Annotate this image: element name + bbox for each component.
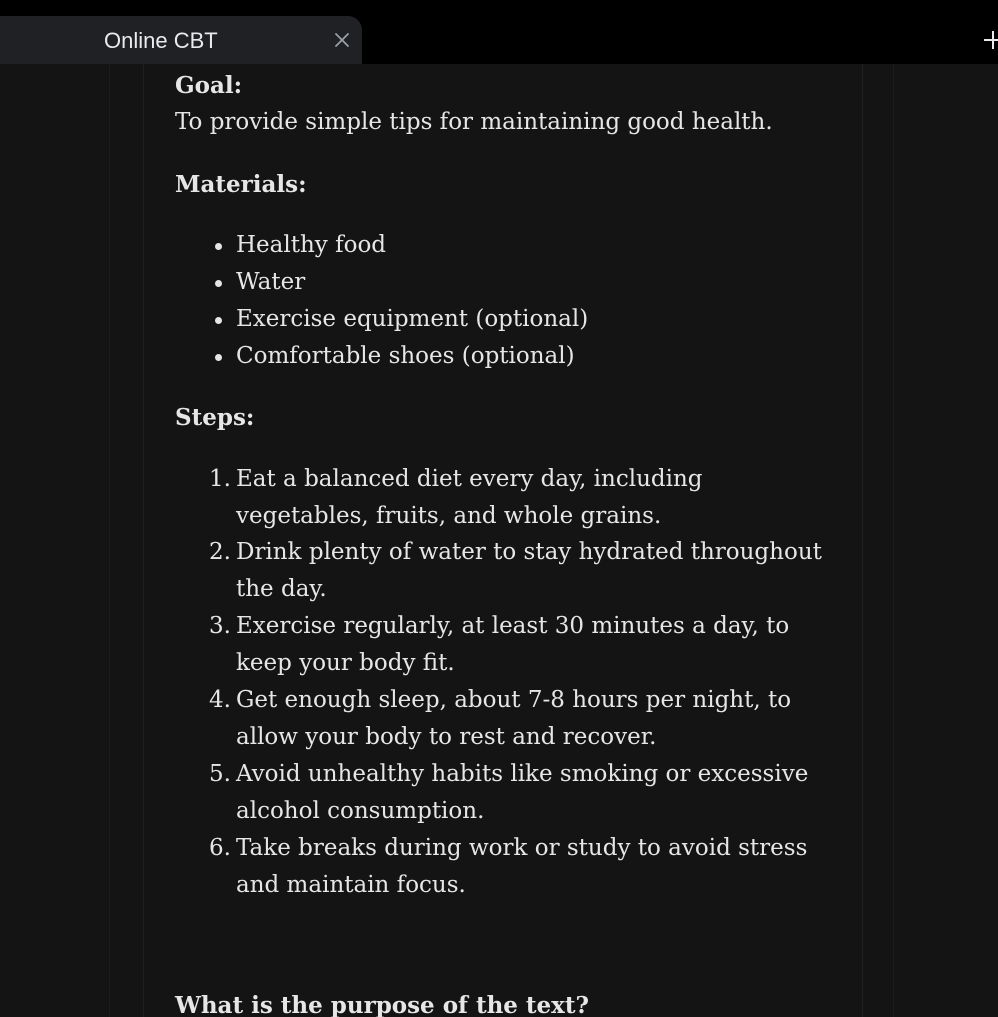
list-item (175, 682, 835, 756)
page-content-area (0, 64, 998, 1017)
left-outer-divider (109, 64, 110, 1017)
step-text: Avoid unhealthy habits like smoking or excessive alcohol consumption. (236, 761, 809, 824)
plus-icon[interactable] (984, 29, 998, 53)
step-text: Get enough sleep, about 7-8 hours per night, to allow your body to rest and recover. (236, 687, 792, 750)
list-item (175, 338, 835, 375)
step-text: Take breaks during work or study to avoid stress and maintain focus. (236, 835, 808, 898)
step-number: 4. (209, 687, 231, 713)
question-heading: What is the purpose of the text? (175, 992, 589, 1017)
bullet-icon (215, 280, 222, 287)
step-number: 5. (209, 761, 231, 787)
tab-online-cbt[interactable] (0, 16, 362, 64)
material-label: Healthy food (236, 232, 387, 258)
materials-heading: Materials: (175, 171, 307, 198)
step-text: Eat a balanced diet every day, including vegetables, fruits, and whole grains. (236, 466, 703, 529)
right-inner-divider (862, 64, 863, 1017)
list-item (175, 830, 835, 904)
bullet-icon (215, 354, 222, 361)
list-item (175, 264, 835, 301)
goal-text: To provide simple tips for maintaining good health. (175, 109, 773, 135)
step-number: 3. (209, 613, 231, 639)
steps-heading: Steps: (175, 404, 255, 431)
step-text: Drink plenty of water to stay hydrated throughout the day. (236, 539, 822, 602)
list-item (175, 461, 835, 535)
list-item (175, 301, 835, 338)
step-number: 6. (209, 835, 231, 861)
material-label: Water (236, 269, 306, 295)
step-text: Exercise regularly, at least 30 minutes a day, to keep your body fit. (236, 613, 790, 676)
list-item (175, 227, 835, 264)
close-icon[interactable] (330, 28, 354, 52)
material-label: Exercise equipment (optional) (236, 306, 589, 332)
tab-title: Online CBT (104, 28, 218, 53)
material-label: Comfortable shoes (optional) (236, 343, 575, 369)
list-item (175, 756, 835, 830)
goal-heading: Goal: (175, 72, 243, 99)
step-number: 2. (209, 539, 231, 565)
tab-bar (0, 0, 998, 64)
bullet-icon (215, 243, 222, 250)
left-inner-divider (143, 64, 144, 1017)
step-number: 1. (209, 466, 231, 492)
list-item (175, 534, 835, 608)
list-item (175, 608, 835, 682)
right-outer-divider (893, 64, 894, 1017)
bullet-icon (215, 317, 222, 324)
